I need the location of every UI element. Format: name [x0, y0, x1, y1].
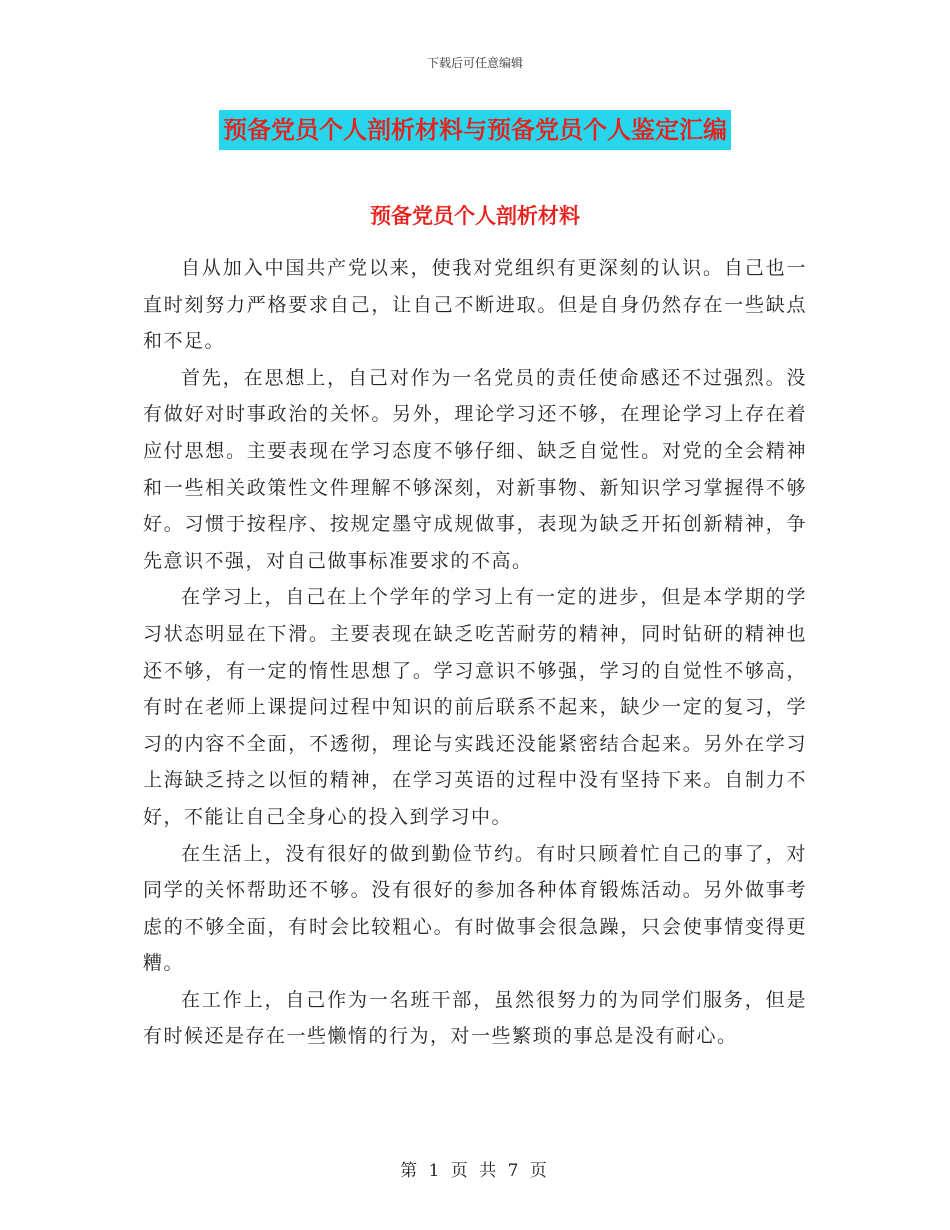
page-number-footer: 第 1 页 共 7 页 [400, 1161, 550, 1181]
paragraph: 在工作上，自己作为一名班干部，虽然很努力的为同学们服务，但是有时候还是存在一些懒惰的行为，对一些繁琐的事总是没有耐心。 [143, 988, 807, 1048]
paragraph: 在生活上，没有很好的做到勤俭节约。有时只顾着忙自己的事了，对同学的关怀帮助还不够。没有很好的参加各种体育锻炼活动。另外做事考虑的不够全面，有时会比较粗心。有时做事会很急躁，只会使事情变得更糟。 [143, 842, 807, 975]
document-title: 预备党员个人剖析材料与预备党员个人鉴定汇编 [219, 110, 731, 150]
paragraph: 首先，在思想上，自己对作为一名党员的责任使命感还不过强烈。没有做好对时事政治的关怀。另外，理论学习还不够，在理论学习上存在着应付思想。主要表现在学习态度不够仔细、缺乏自觉性。对党的全会精神和一些相关政策性文件理解不够深刻，对新事物、新知识学习掌握得不够好。习惯于按程序、按规定墨守成规做事，表现为缺乏开拓创新精神，争先意识不强，对自己做事标准要求的不高。 [143, 366, 807, 572]
document-body [143, 250, 807, 1055]
page-header: 下载后可任意编辑 [426, 56, 523, 70]
section-title: 预备党员个人剖析材料 [370, 204, 580, 228]
paragraph: 自从加入中国共产党以来，使我对党组织有更深刻的认识。自己也一直时刻努力严格要求自己，让自己不断进取。但是自身仍然存在一些缺点和不足。 [143, 257, 807, 353]
paragraph: 在学习上，自己在上个学年的学习上有一定的进步，但是本学期的学习状态明显在下滑。主要表现在缺乏吃苦耐劳的精神，同时钻研的精神也还不够，有一定的惰性思想了。学习意识不够强，学习的自觉性不够高，有时在老师上课提问过程中知识的前后联系不起来，缺少一定的复习，学习的内容不全面，不透彻，理论与实践还没能紧密结合起来。另外在学习上海缺乏持之以恒的精神，在学习英语的过程中没有坚持下来。自制力不好，不能让自己全身心的投入到学习中。 [143, 586, 807, 828]
document-title-container [0, 110, 950, 150]
